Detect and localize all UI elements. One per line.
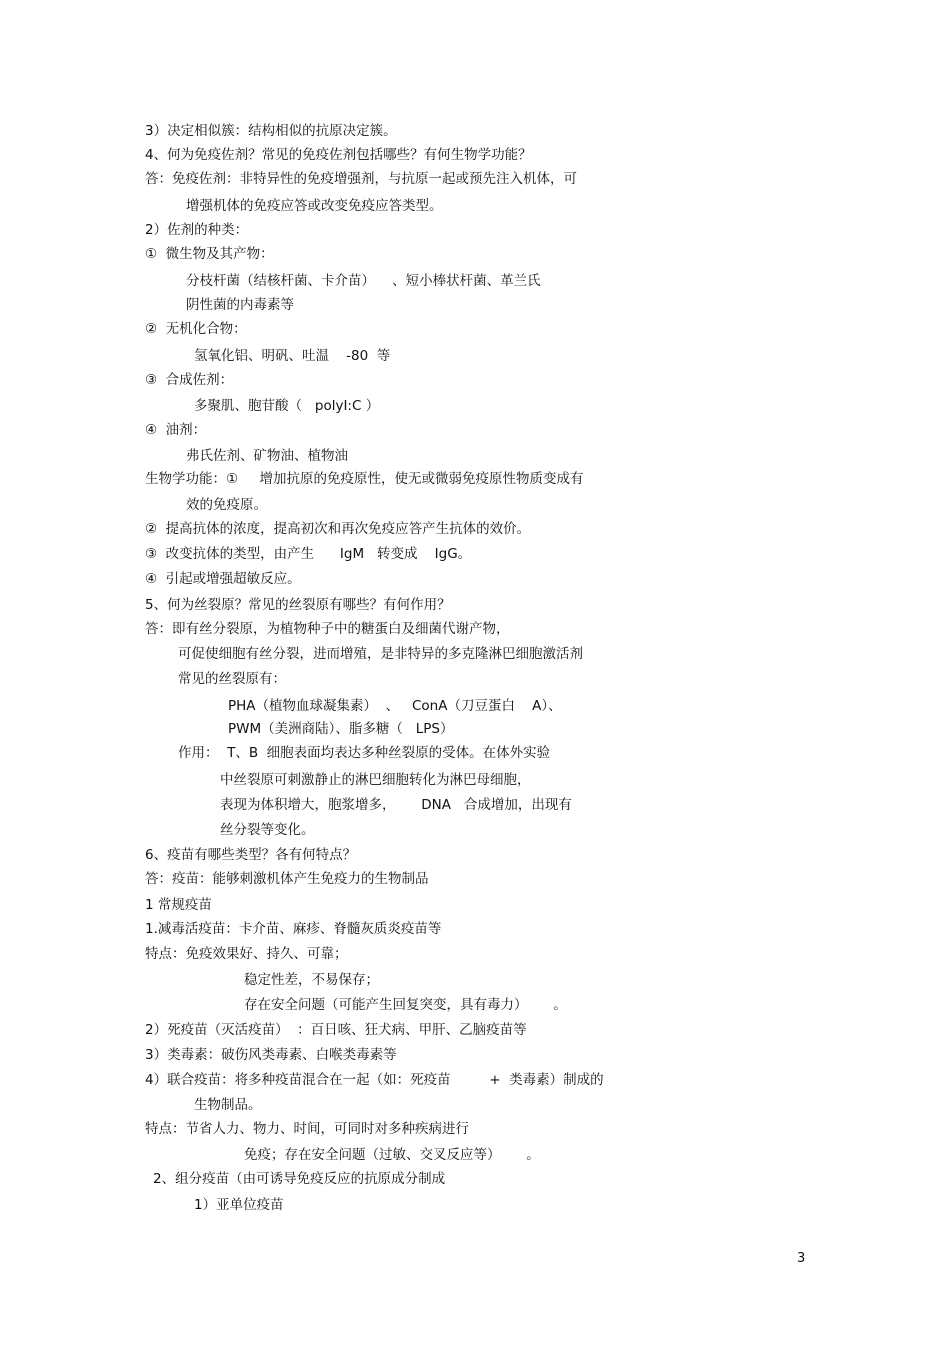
- text-line: 多聚肌、胞苷酸（ polyI:C ）: [194, 398, 380, 414]
- text-line: 1 常规疫苗: [145, 897, 212, 913]
- text-line: 1.减毒活疫苗：卡介苗、麻疹、脊髓灰质炎疫苗等: [145, 921, 442, 937]
- text-line: ④ 油剂：: [145, 422, 207, 438]
- text-line: 特点：节省人力、物力、时间，可同时对多种疾病进行: [145, 1121, 469, 1137]
- text-line: 分枝杆菌（结核杆菌、卡介苗） 、短小棒状杆菌、革兰氏: [186, 273, 541, 289]
- text-line: PHA（植物血球凝集素） 、 ConA（刀豆蛋白 A）、: [228, 698, 562, 714]
- text-line: 效的免疫原。: [186, 497, 267, 513]
- text-line: ③ 改变抗体的类型，由产生 IgM 转变成 IgG。: [145, 546, 472, 562]
- text-line: 答：疫苗：能够刺激机体产生免疫力的生物制品: [145, 871, 429, 887]
- text-line: 特点：免疫效果好、持久、可靠；: [145, 946, 348, 962]
- text-line: 3）类毒素：破伤风类毒素、白喉类毒素等: [145, 1047, 397, 1063]
- text-line: ③ 合成佐剂：: [145, 372, 234, 388]
- text-line: ② 无机化合物：: [145, 321, 247, 337]
- text-line: 可促使细胞有丝分裂，进而增殖，是非特异的多克隆淋巴细胞激活剂: [178, 646, 583, 662]
- text-line: 丝分裂等变化。: [220, 822, 315, 838]
- text-line: 稳定性差，不易保存；: [244, 972, 379, 988]
- question-6: 6、疫苗有哪些类型？各有何特点？: [145, 847, 357, 863]
- text-line: 2、组分疫苗（由可诱导免疫反应的抗原成分制成: [153, 1171, 446, 1187]
- text-line: 1）亚单位疫苗: [194, 1197, 284, 1213]
- question-5: 5、何为丝裂原？常见的丝裂原有哪些？有何作用？: [145, 597, 451, 613]
- text-line: 4）联合疫苗：将多种疫苗混合在一起（如：死疫苗 + 类毒素）制成的: [145, 1072, 604, 1088]
- text-line: 表现为体积增大，胞浆增多， DNA 合成增加，出现有: [220, 797, 572, 813]
- text-line: 氢氧化铝、明矾、吐温 -80 等: [194, 348, 391, 364]
- text-line: 增强机体的免疫应答或改变免疫应答类型。: [186, 198, 443, 214]
- text-line: PWM（美洲商陆）、脂多糖（ LPS）: [228, 721, 454, 737]
- text-line: ① 微生物及其产物：: [145, 246, 274, 262]
- text-line: 生物制品。: [194, 1097, 262, 1113]
- text-line: ④ 引起或增强超敏反应。: [145, 571, 301, 587]
- text-line: 答：免疫佐剂：非特异性的免疫增强剂，与抗原一起或预先注入机体，可: [145, 171, 577, 187]
- text-line: 免疫；存在安全问题（过敏、交叉反应等） 。: [244, 1147, 540, 1163]
- text-line: 弗氏佐剂、矿物油、植物油: [186, 448, 348, 464]
- text-line: 2）死疫苗（灭活疫苗） ：百日咳、狂犬病、甲肝、乙脑疫苗等: [145, 1022, 527, 1038]
- question-4: 4、何为免疫佐剂？常见的免疫佐剂包括哪些？有何生物学功能？: [145, 147, 532, 163]
- text-line: 阴性菌的内毒素等: [186, 297, 294, 313]
- page-number: 3: [797, 1251, 806, 1266]
- text-line: 2）佐剂的种类：: [145, 222, 249, 238]
- text-line: 3）决定相似簇：结构相似的抗原决定簇。: [145, 123, 397, 139]
- text-line: 中丝裂原可刺激静止的淋巴细胞转化为淋巴母细胞，: [220, 772, 531, 788]
- text-line: 作用： T、B 细胞表面均表达多种丝裂原的受体。在体外实验: [178, 745, 551, 761]
- text-line: ② 提高抗体的浓度，提高初次和再次免疫应答产生抗体的效价。: [145, 521, 531, 537]
- text-line: 存在安全问题（可能产生回复突变，具有毒力） 。: [244, 997, 567, 1013]
- text-line: 答：即有丝分裂原，为植物种子中的糖蛋白及细菌代谢产物，: [145, 621, 510, 637]
- text-line: 生物学功能：① 增加抗原的免疫原性，使无或微弱免疫原性物质变成有: [145, 471, 584, 487]
- text-line: 常见的丝裂原有：: [178, 671, 286, 687]
